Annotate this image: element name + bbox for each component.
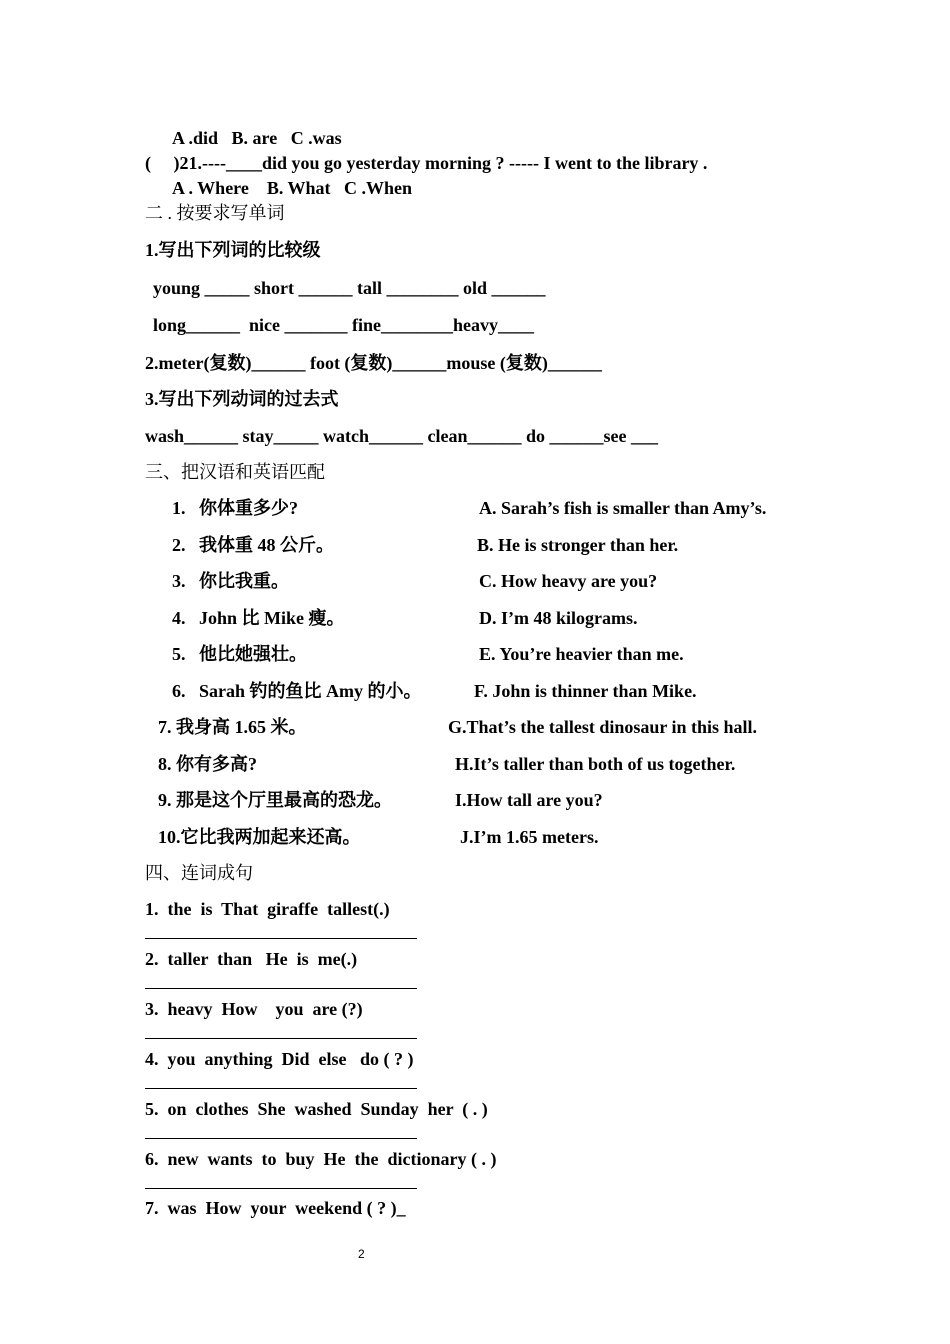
match-en-7: G.That’s the tallest dinosaur in this hall. [448,717,758,737]
match-en-5: E. You’re heavier than me. [479,644,684,664]
sentence-item-5: 5. on clothes She washed Sunday her ( . ) [145,1099,488,1119]
section2-heading: 二 . 按要求写单词 [145,203,285,223]
match-en-9: I.How tall are you? [455,790,603,810]
match-cn-5: 5. 他比她强壮。 [172,644,307,664]
match-cn-7: 7. 我身高 1.65 米。 [158,717,307,737]
q21-question: ( )21.----____did you go yesterday morning ? ----- I went to the library . [145,153,708,173]
answer-line-5 [145,1138,417,1139]
match-cn-8: 8. 你有多高? [158,754,257,774]
section2-part1-line1: young _____ short ______ tall ________ old ______ [153,278,546,298]
answer-line-1 [145,938,417,939]
sentence-item-1: 1. the is That giraffe tallest(.) [145,899,390,919]
answer-line-3 [145,1038,417,1039]
sentence-item-7: 7. was How your weekend ( ? )_ [145,1198,406,1218]
section4-heading: 四、连词成句 [145,863,253,883]
match-cn-9: 9. 那是这个厅里最高的恐龙。 [158,790,392,810]
match-en-10: J.I’m 1.65 meters. [460,827,599,847]
match-en-3: C. How heavy are you? [479,571,658,591]
match-en-4: D. I’m 48 kilograms. [479,608,638,628]
match-cn-1: 1. 你体重多少? [172,498,298,518]
match-en-6: F. John is thinner than Mike. [474,681,697,701]
match-cn-2: 2. 我体重 48 公斤。 [172,535,334,555]
section3-heading: 三、把汉语和英语匹配 [145,462,325,482]
section2-part2-line: 2.meter(复数)______ foot (复数)______mouse (复数)______ [145,353,602,373]
sentence-item-2: 2. taller than He is me(.) [145,949,358,969]
match-en-8: H.It’s taller than both of us together. [455,754,736,774]
section2-part1-title: 1.写出下列词的比较级 [145,240,321,260]
section2-part3-line: wash______ stay_____ watch______ clean______ do ______see ___ [145,426,658,446]
match-en-1: A. Sarah’s fish is smaller than Amy’s. [479,498,767,518]
section2-part3-title: 3.写出下列动词的过去式 [145,389,339,409]
q21-options: A . Where B. What C .When [172,178,413,198]
answer-line-6 [145,1188,417,1189]
q20-options: A .did B. are C .was [172,128,342,148]
sentence-item-6: 6. new wants to buy He the dictionary ( . ) [145,1149,497,1169]
match-cn-4: 4. John 比 Mike 瘦。 [172,608,345,628]
match-cn-6: 6. Sarah 钓的鱼比 Amy 的小。 [172,681,422,701]
page-number: 2 [358,1247,365,1261]
sentence-item-3: 3. heavy How you are (?) [145,999,363,1019]
answer-line-2 [145,988,417,989]
match-cn-3: 3. 你比我重。 [172,571,289,591]
match-cn-10: 10.它比我两加起来还高。 [158,827,361,847]
answer-line-4 [145,1088,417,1089]
sentence-item-4: 4. you anything Did else do ( ? ) [145,1049,414,1069]
match-en-2: B. He is stronger than her. [477,535,679,555]
section2-part1-line2: long______ nice _______ fine________heavy____ [153,315,534,335]
